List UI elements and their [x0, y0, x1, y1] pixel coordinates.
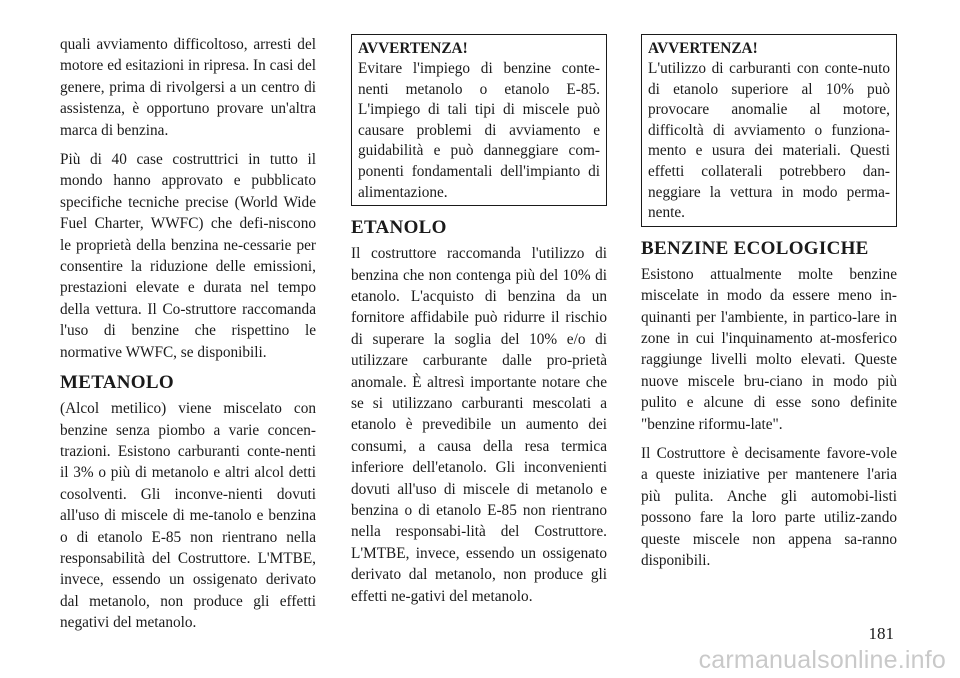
- paragraph-etanolo: Il costruttore raccomanda l'utilizzo di benzina che non contenga più del 10% di etanolo. L'acquisto di benzina da un fornitore affidabile può ridurre il rischio di superare la soglia del 10% e/o di utilizzare carburante dalle pro-prietà anomale. È altresì importante notare che se si utilizzano carburanti mescolati a etanolo è prevedibile un aumento dei consumi, a causa della resa termica inferiore dell'etanolo. Gli inconvenienti dovuti all'uso di miscele di metanolo e benzina o di etanolo E-85 non rientrano nella responsabi-lità del Costruttore. L'MTBE, invece, essendo un ossigenato derivato dal metanolo, non produce gli effetti ne-gativi del metanolo.: [351, 245, 607, 605]
- column-2: [351, 34, 607, 615]
- column-3: [641, 34, 897, 579]
- paragraph-metanolo: (Alcol metilico) viene miscelato con benzine senza piombo a varie concen-trazioni. Esistono carburanti conte-nenti il 3% o più di metanolo e altri alcol detti cosolventi. Gli inconve-nienti dovuti all'uso di miscele di me-tanolo e benzina o di etanolo E-85 non rientrano nella responsabilità del Costruttore. L'MTBE, invece, essendo un ossigenato derivato dal metanolo, non produce gli effetti negativi del metanolo.: [60, 400, 316, 632]
- heading-metanolo: METANOLO: [60, 372, 174, 394]
- paragraph-costruttore: Il Costruttore è decisamente favore-vole a queste iniziative per mantenere l'aria più pulita. Anche gli automobi-listi possono fare la loro parte utiliz-zando queste miscele non appena sa-ranno disponibili.: [641, 445, 897, 570]
- column-1: [60, 34, 316, 642]
- warning-box-ethanol: [641, 34, 897, 227]
- heading-benzine-ecologiche: BENZINE ECOLOGICHE: [641, 237, 869, 259]
- warning-text: Evitare l'impiego di benzine conte-nenti metanolo o etanolo E-85. L'impiego di tali tipi di miscele può causare problemi di avviamento e guidabilità e può danneggiare com-ponenti fondamentali dell'impianto di alimentazione.: [358, 60, 600, 201]
- warning-text: L'utilizzo di carburanti con conte-nuto di etanolo superiore al 10% può provocare anomalie al motore, difficoltà di avviamento o funziona-mento e usura dei materiali. Questi effetti collaterali potrebbero dan-neggiare la vettura in modo perma-nente.: [648, 60, 890, 222]
- paragraph-benzine-miscelate: Esistono attualmente molte benzine miscelate in modo da essere meno in-quinanti per l'ambiente, in partico-lare in zone in cui l'inquinamento at-mosferico raggiunge livelli molto elevati. Queste nuove miscele bru-ciano in modo più pulito e alcune di esse sono definite "benzine riformu-late".: [641, 265, 897, 433]
- warning-title: AVVERTENZA!: [648, 40, 758, 57]
- page-number: 181: [868, 624, 894, 643]
- paragraph-wwfc: Più di 40 case costruttrici in tutto il mondo hanno approvato e pubblicato specifiche tecniche precise (World Wide Fuel Charter, WWFC) che defi-niscono le proprietà della benzina ne-cessarie per consentire la riduzione delle emissioni, prestazioni elevate e durata nel tempo della vettura. Il Co-struttore raccomanda l'uso di benzine che rispettino le normative WWFC, se disponibili.: [60, 151, 316, 361]
- warning-box-methanol: [351, 34, 607, 206]
- watermark: carmanualsonline.info: [698, 646, 946, 674]
- heading-etanolo: ETANOLO: [351, 217, 447, 239]
- paragraph-fuel-brand: quali avviamento difficoltoso, arresti del motore ed esitazioni in ripresa. In casi del genere, prima di rivolgersi a un centro di assistenza, è opportuno provare un'altra marca di benzina.: [60, 36, 316, 139]
- warning-title: AVVERTENZA!: [358, 40, 468, 57]
